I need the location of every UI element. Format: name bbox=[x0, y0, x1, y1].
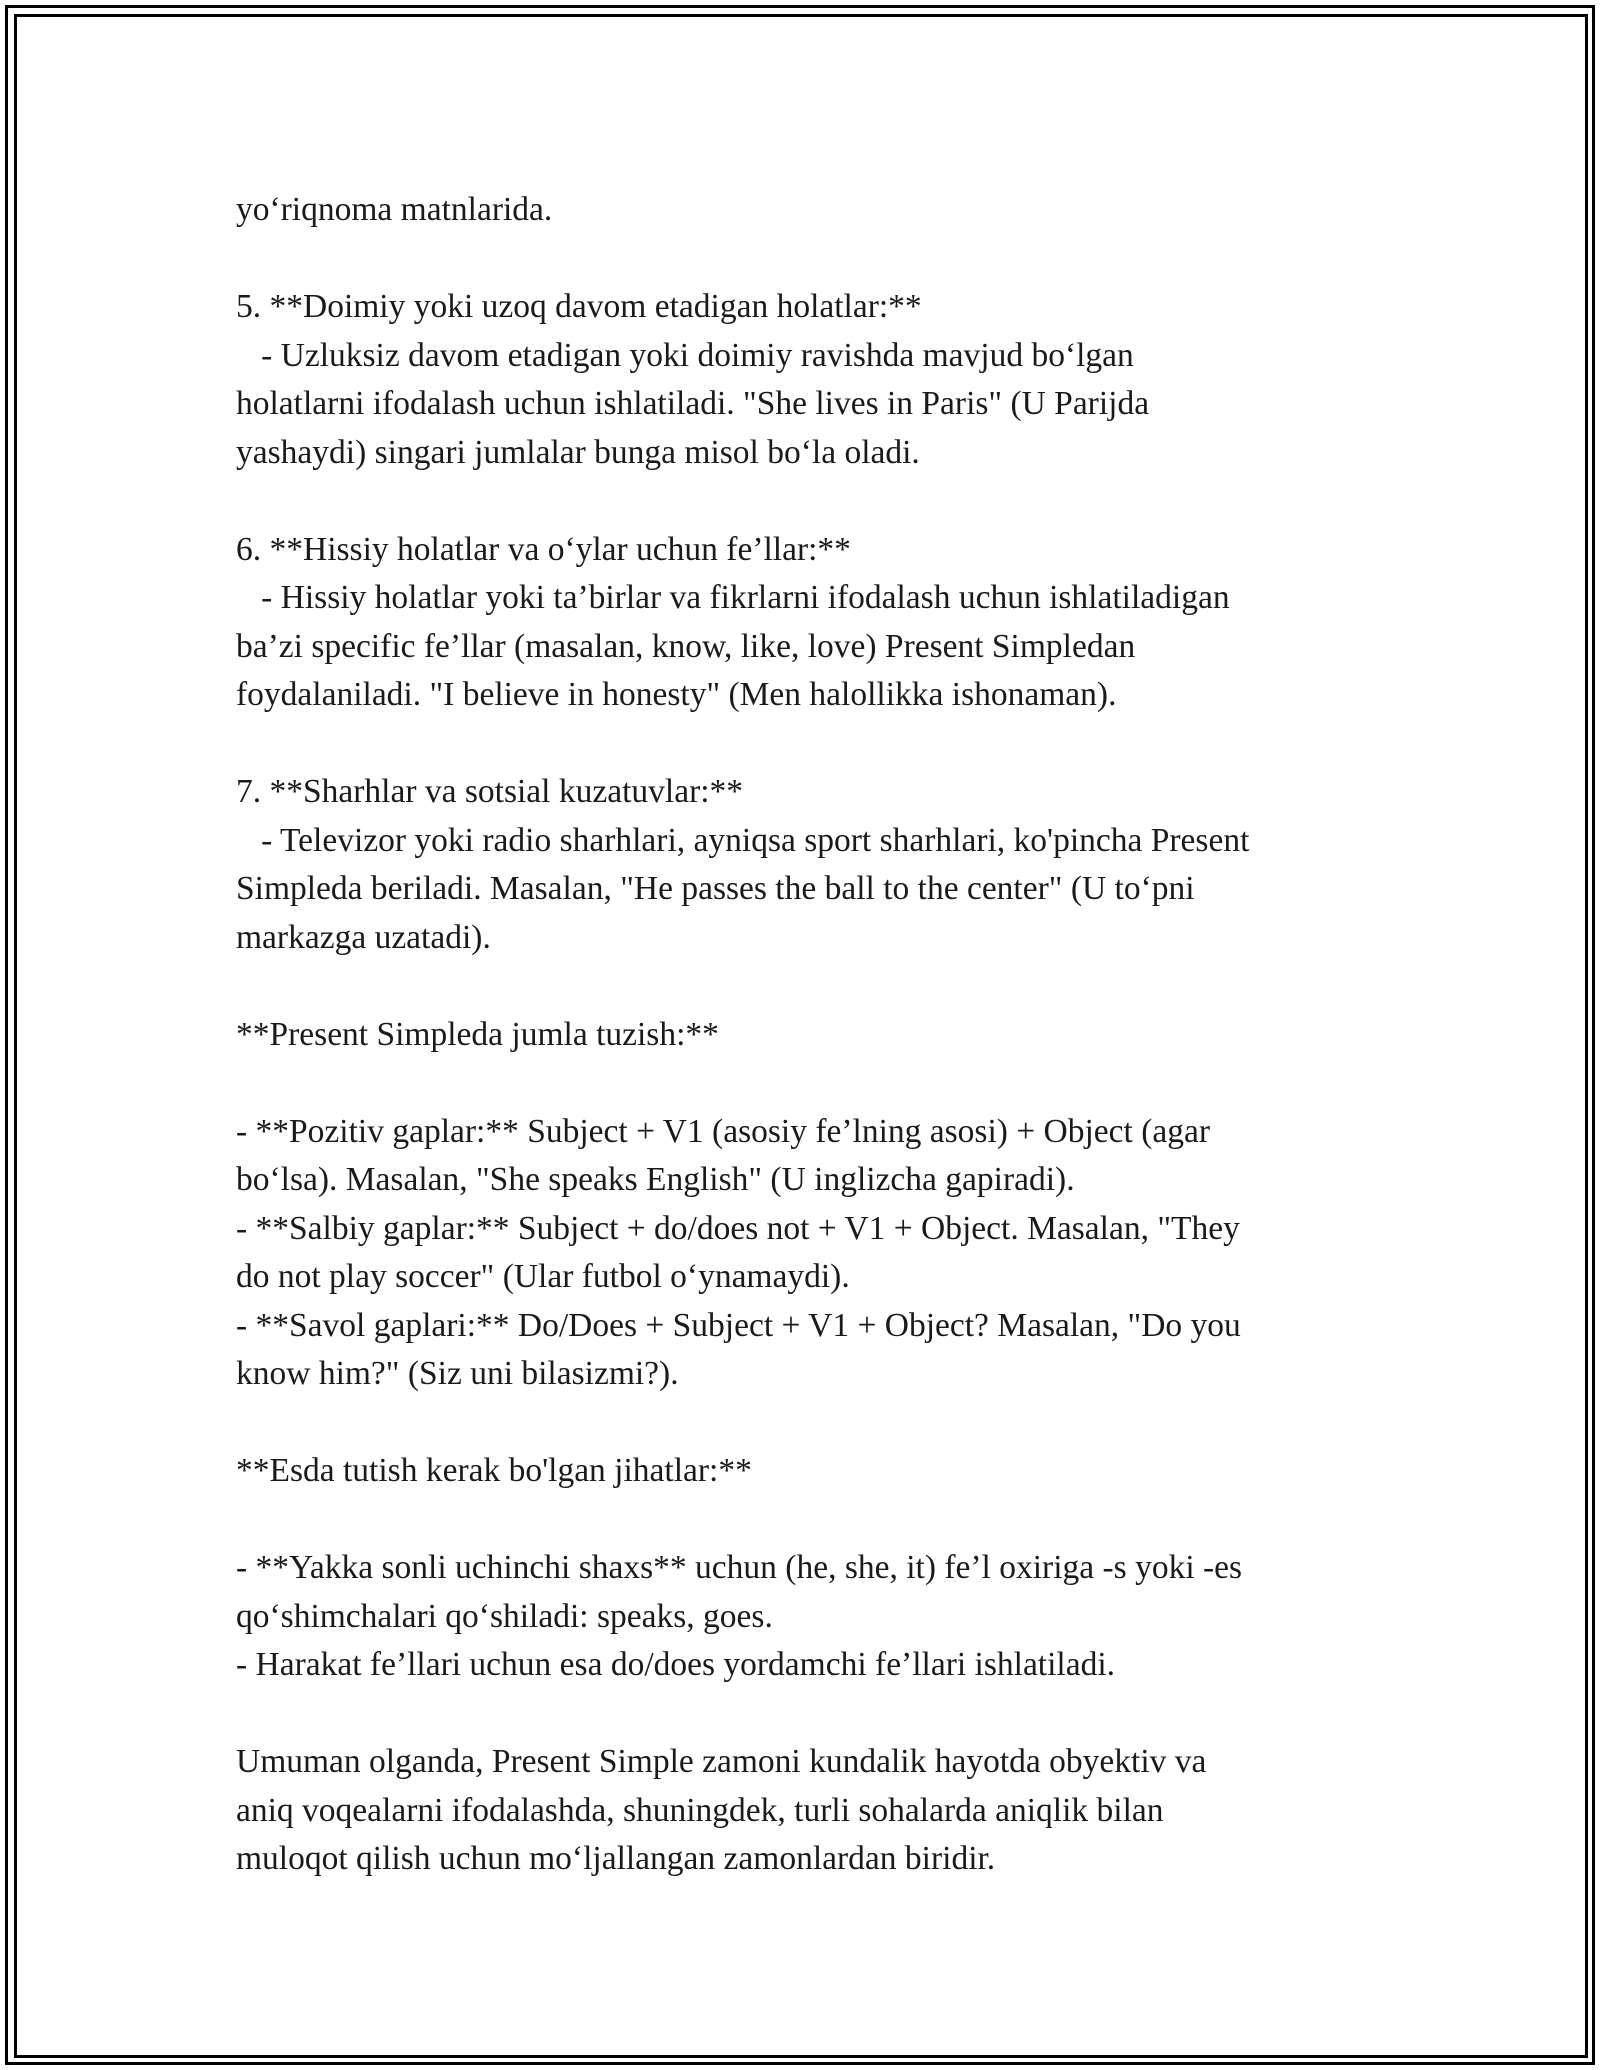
heading-sentence-construction: **Present Simpleda jumla tuzish:** bbox=[236, 1015, 719, 1053]
text-line: bo‘lsa). Masalan, "She speaks English" (U inglizcha gapiradi). bbox=[236, 1161, 1075, 1198]
conclusion-line: Umuman olganda, Present Simple zamoni kundalik hayotda obyektiv va bbox=[236, 1743, 1207, 1780]
conclusion-line: muloqot qilish uchun mo‘ljallangan zamonlardan biridir. bbox=[236, 1840, 996, 1877]
blank-line bbox=[236, 962, 1366, 1011]
document-body bbox=[236, 186, 1366, 1884]
heading-remember: **Esda tutish kerak bo'lgan jihatlar:** bbox=[236, 1452, 752, 1489]
blank-line bbox=[236, 1399, 1366, 1448]
text-line: - Televizor yoki radio sharhlari, ayniqsa sport sharhlari, ko'pincha Present bbox=[236, 821, 1250, 859]
section-heading-6: 6. **Hissiy holatlar va o‘ylar uchun fe’llar:** bbox=[236, 530, 851, 568]
blank-line bbox=[236, 1496, 1366, 1545]
text-line: do not play soccer" (Ular futbol o‘ynamaydi). bbox=[236, 1258, 850, 1295]
blank-line bbox=[236, 235, 1366, 284]
text-line: yashaydi) singari jumlalar bunga misol bo‘la oladi. bbox=[236, 433, 920, 471]
text-line: - Uzluksiz davom etadigan yoki doimiy ravishda mavjud bo‘lgan bbox=[236, 336, 1134, 374]
text-line: foydalaniladi. "I believe in honesty" (Men halollikka ishonaman). bbox=[236, 676, 1117, 713]
blank-line bbox=[236, 720, 1366, 769]
text-line: - Hissiy holatlar yoki ta’birlar va fikrlarni ifodalash uchun ishlatiladigan bbox=[236, 579, 1230, 616]
text-line: Simpleda beriladi. Masalan, "He passes the ball to the center" (U to‘pni bbox=[236, 870, 1195, 907]
list-item-question: - **Savol gaplari:** Do/Does + Subject + V1 + Object? Masalan, "Do you bbox=[236, 1306, 1241, 1344]
section-heading-5: 5. **Doimiy yoki uzoq davom etadigan holatlar:** bbox=[236, 288, 922, 325]
list-item-action-verbs: - Harakat fe’llari uchun esa do/does yordamchi fe’llari ishlatiladi. bbox=[236, 1646, 1116, 1683]
text-line: ba’zi specific fe’llar (masalan, know, like, love) Present Simpledan bbox=[236, 627, 1136, 665]
list-item-negative: - **Salbiy gaplar:** Subject + do/does not + V1 + Object. Masalan, "They bbox=[236, 1209, 1240, 1247]
text-line: markazga uzatadi). bbox=[236, 918, 491, 956]
blank-line bbox=[236, 1059, 1366, 1108]
text-line: holatlarni ifodalash uchun ishlatiladi. "She lives in Paris" (U Parijda bbox=[236, 385, 1150, 422]
list-item-third-person: - **Yakka sonli uchinchi shaxs** uchun (he, she, it) fe’l oxiriga -s yoki -es bbox=[236, 1549, 1243, 1586]
text-line: qo‘shimchalari qo‘shiladi: speaks, goes. bbox=[236, 1597, 773, 1635]
text-line: yo‘riqnoma matnlarida. bbox=[236, 191, 553, 228]
section-heading-7: 7. **Sharhlar va sotsial kuzatuvlar:** bbox=[236, 773, 744, 810]
conclusion-line: aniq voqealarni ifodalashda, shuningdek, turli sohalarda aniqlik bilan bbox=[236, 1791, 1164, 1829]
text-line: know him?" (Siz uni bilasizmi?). bbox=[236, 1355, 679, 1392]
list-item-positive: - **Pozitiv gaplar:** Subject + V1 (asosiy fe’lning asosi) + Object (agar bbox=[236, 1112, 1211, 1150]
blank-line bbox=[236, 477, 1366, 526]
blank-line bbox=[236, 1690, 1366, 1739]
